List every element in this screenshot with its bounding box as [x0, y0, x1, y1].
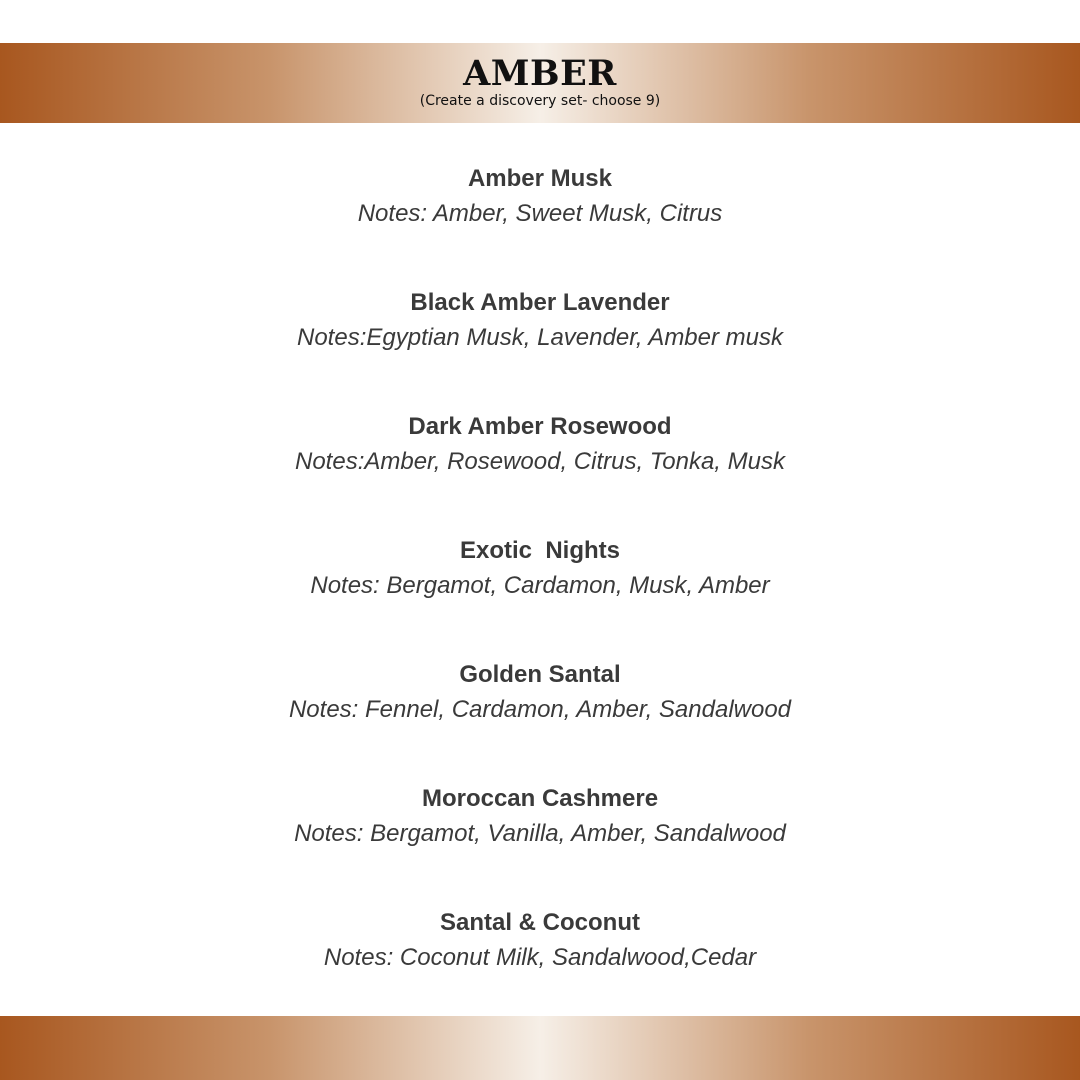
- fragrance-item: [0, 907, 1080, 1031]
- fragrance-item: [0, 411, 1080, 535]
- fragrance-name: Golden Santal: [459, 661, 621, 688]
- fragrance-notes: Notes: Bergamot, Vanilla, Amber, Sandalwood: [294, 820, 786, 847]
- fragrance-notes: Notes: Amber, Sweet Musk, Citrus: [357, 200, 723, 227]
- fragrance-name: Black Amber Lavender: [410, 289, 670, 316]
- page-subtitle: (Create a discovery set- choose 9): [419, 93, 661, 109]
- fragrance-name: Exotic Nights: [459, 537, 621, 564]
- fragrance-name: Amber Musk: [467, 165, 613, 192]
- fragrance-list: [0, 163, 1080, 1031]
- fragrance-notes: Notes:Amber, Rosewood, Citrus, Tonka, Musk: [295, 448, 785, 475]
- fragrance-item: [0, 535, 1080, 659]
- page-title: AMBER: [463, 53, 617, 94]
- fragrance-name: Dark Amber Rosewood: [408, 413, 672, 440]
- fragrance-item: [0, 783, 1080, 907]
- fragrance-notes: Notes: Bergamot, Cardamon, Musk, Amber: [310, 572, 770, 599]
- fragrance-notes: Notes: Coconut Milk, Sandalwood,Cedar: [323, 944, 757, 971]
- fragrance-name: Moroccan Cashmere: [421, 785, 659, 812]
- footer-gradient-band: [0, 1016, 1080, 1080]
- fragrance-item: [0, 163, 1080, 287]
- fragrance-notes: Notes:Egyptian Musk, Lavender, Amber musk: [297, 324, 783, 351]
- fragrance-item: [0, 287, 1080, 411]
- fragrance-name: Santal & Coconut: [439, 909, 640, 936]
- fragrance-notes: Notes: Fennel, Cardamon, Amber, Sandalwood: [288, 696, 792, 723]
- fragrance-item: [0, 659, 1080, 783]
